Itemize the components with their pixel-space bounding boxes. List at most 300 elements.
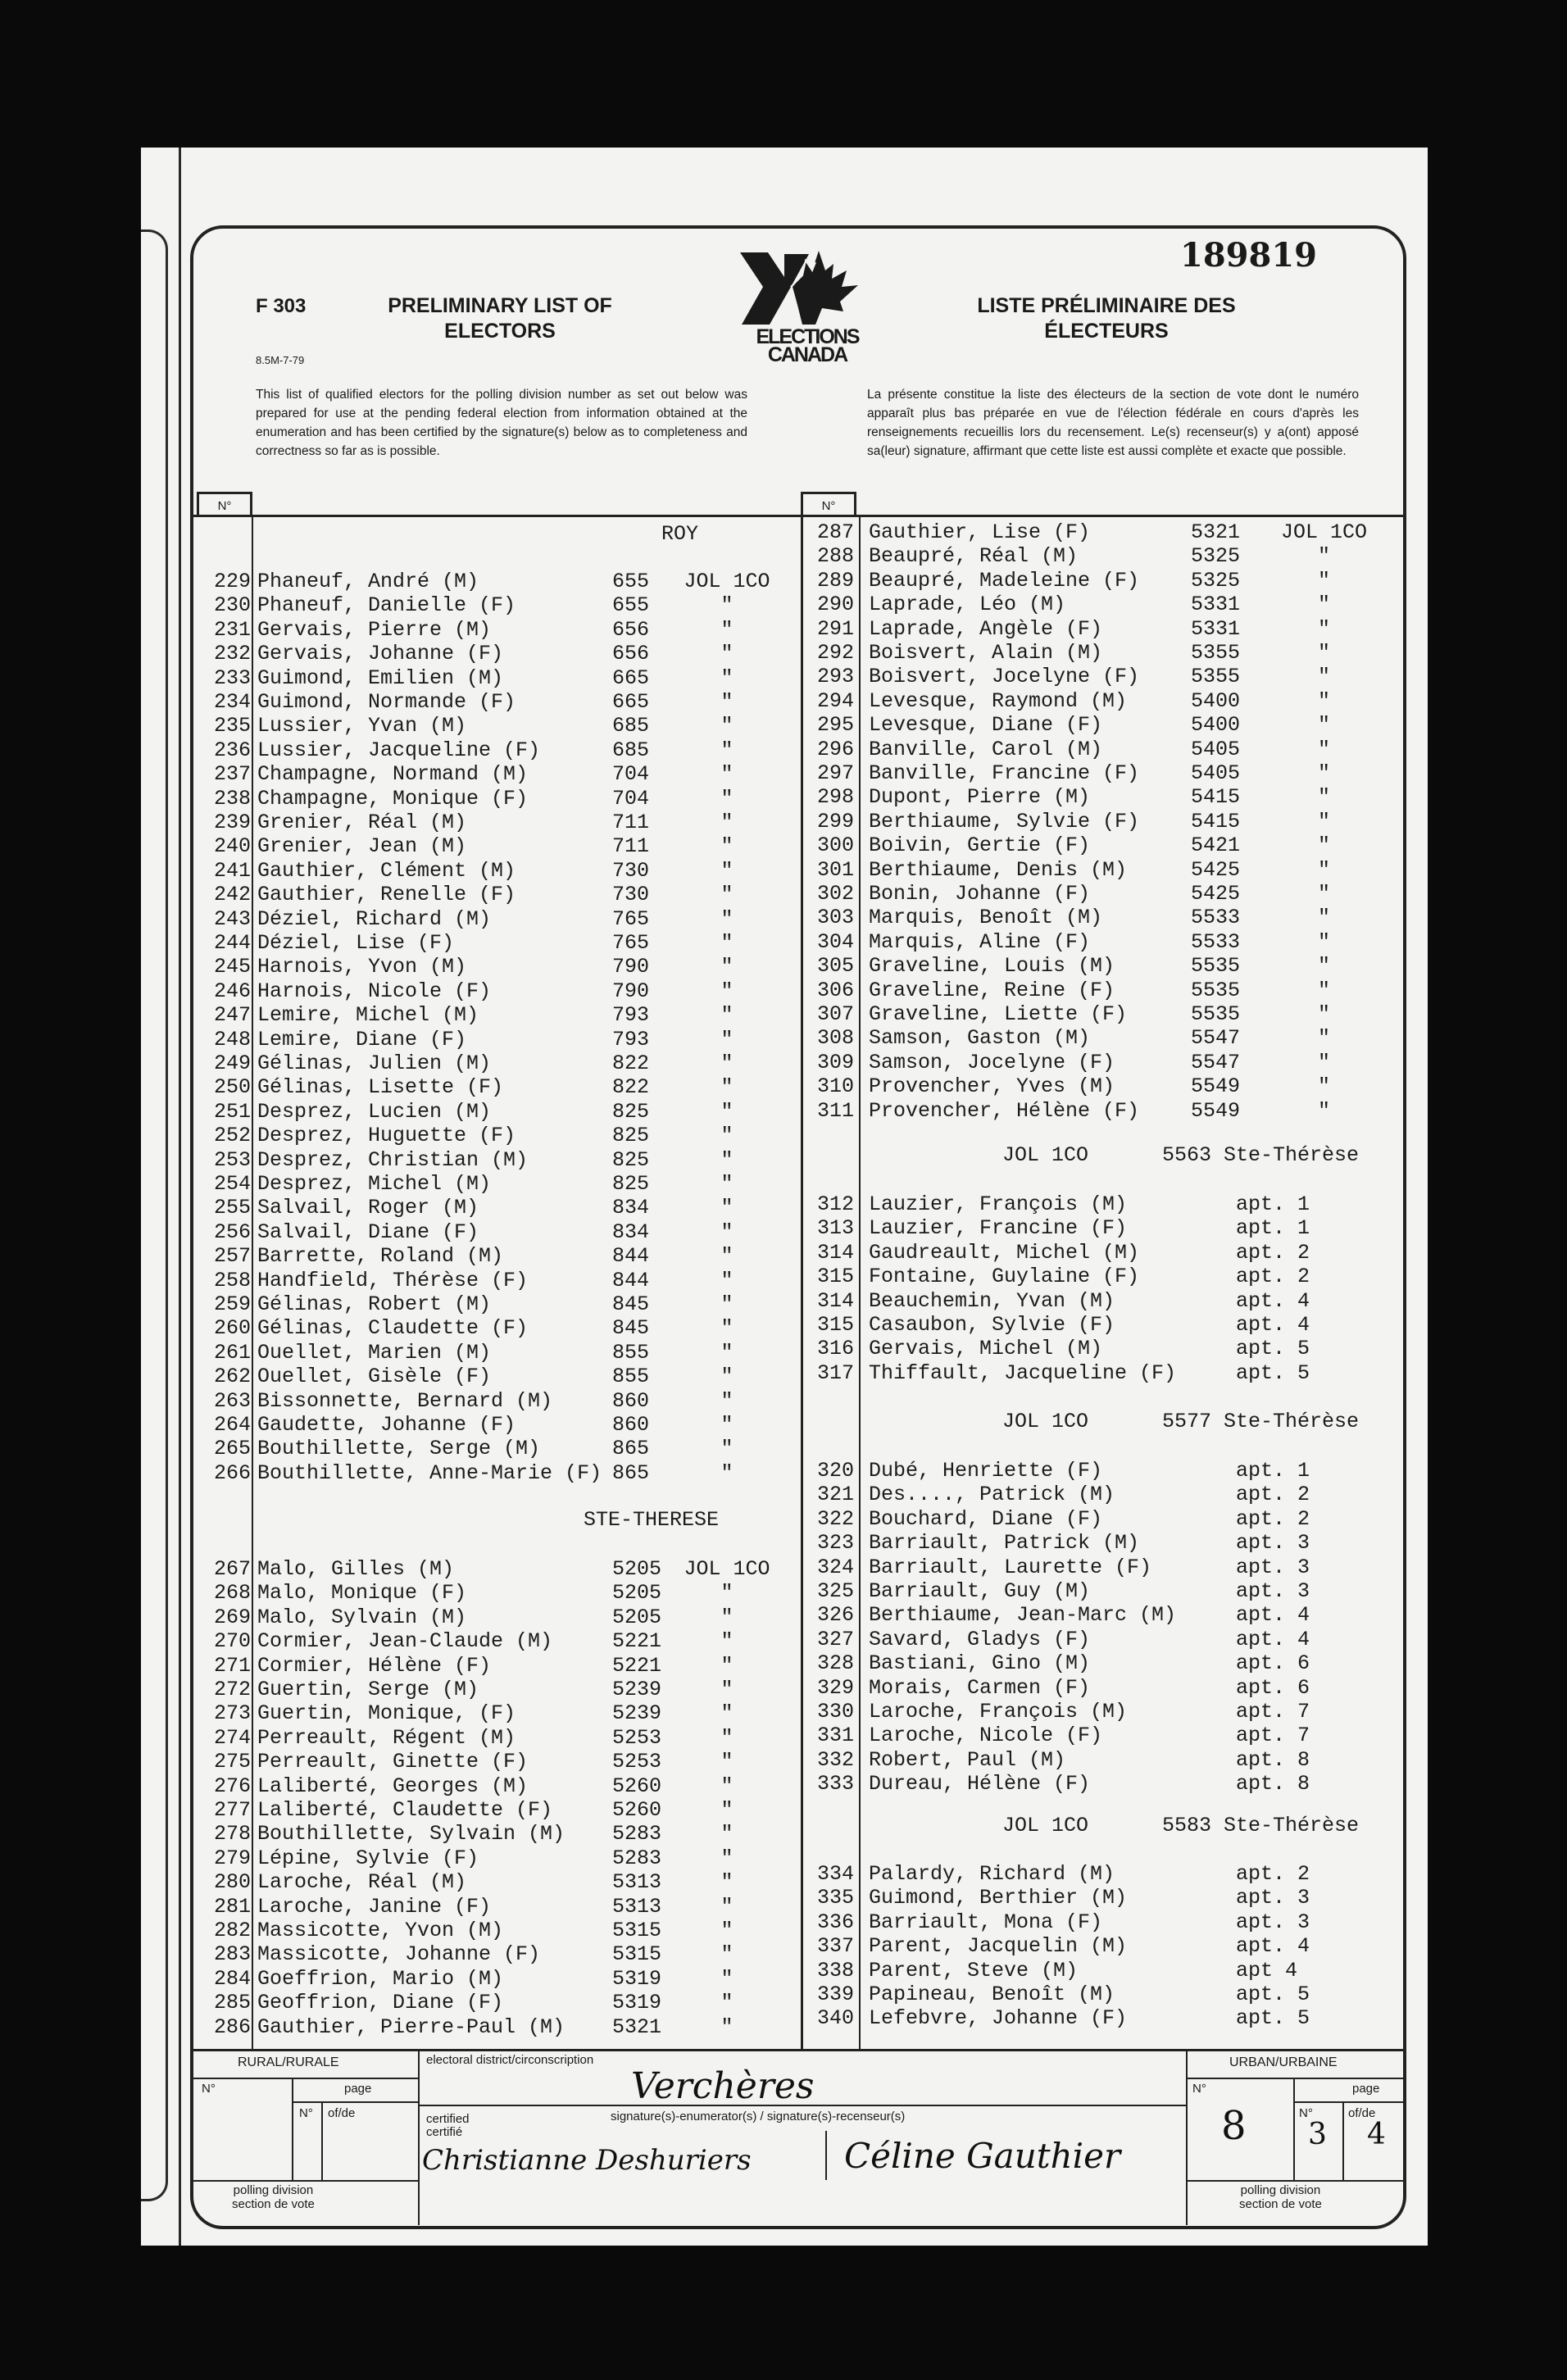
list-item xyxy=(802,617,1404,642)
list-item xyxy=(802,906,1404,930)
address-street: Ste-Thérèse xyxy=(1224,1814,1360,1837)
elector-name: Cormier, Jean-Claude (M) xyxy=(257,1629,553,1654)
list-item xyxy=(802,738,1404,762)
postal-code: " xyxy=(720,1099,734,1124)
list-item xyxy=(802,593,1404,617)
postal-code: " xyxy=(720,1966,734,1991)
entry-number: 292 xyxy=(816,641,854,665)
postal-code: " xyxy=(720,762,734,787)
elector-name: Grenier, Jean (M) xyxy=(257,834,467,859)
list-item xyxy=(802,641,1404,665)
postal-code: " xyxy=(720,1701,734,1726)
apartment: apt. 4 xyxy=(1236,1627,1310,1651)
list-item xyxy=(198,1244,801,1269)
list-item xyxy=(198,1606,801,1630)
postal-code: JOL 1CO xyxy=(1280,520,1368,544)
house-number: 793 xyxy=(611,1003,649,1028)
house-number: 855 xyxy=(611,1365,649,1389)
elector-name: Lauzier, Francine (F) xyxy=(869,1216,1128,1241)
postal-code: " xyxy=(1317,688,1330,713)
house-number: 704 xyxy=(611,762,649,787)
postal-code: " xyxy=(1317,833,1330,858)
house-number: 5205 xyxy=(611,1557,661,1581)
elector-name: Samson, Gaston (M) xyxy=(869,1026,1091,1051)
title-french-line1: LISTE PRÉLIMINAIRE DES xyxy=(977,294,1236,317)
rural-rule-1 xyxy=(193,2078,419,2079)
house-number: 834 xyxy=(611,1196,649,1220)
postal-code: " xyxy=(720,931,734,955)
entry-number: 296 xyxy=(816,737,854,761)
list-item xyxy=(802,1099,1404,1124)
elector-name: Geoffrion, Diane (F) xyxy=(257,1991,504,2015)
postal-code: " xyxy=(720,1413,734,1437)
elector-name: Champagne, Monique (F) xyxy=(257,786,529,811)
apartment: apt. 2 xyxy=(1236,1506,1310,1531)
elector-name: Malo, Gilles (M) xyxy=(257,1557,455,1581)
elector-name: Desprez, Lucien (M) xyxy=(257,1099,492,1124)
postal-code: " xyxy=(1317,1002,1330,1026)
entry-number: 275 xyxy=(213,1750,251,1774)
entry-number: 338 xyxy=(816,1958,854,1983)
list-item xyxy=(198,2015,801,2040)
postal-code: " xyxy=(720,1003,734,1028)
entry-number: 306 xyxy=(816,978,854,1002)
house-number: 5283 xyxy=(611,1846,661,1870)
elector-name: Marquis, Benoît (M) xyxy=(869,906,1103,930)
logo-text: ELECTIONS CANADA xyxy=(756,325,859,366)
address-postal-code: JOL 1CO xyxy=(1002,1143,1089,1167)
entry-number: 293 xyxy=(816,665,854,689)
elector-name: Ouellet, Marien (M) xyxy=(257,1340,492,1365)
rural-polling-division-label: polling division section de vote xyxy=(232,2183,315,2211)
entry-number: 249 xyxy=(213,1051,251,1075)
rural-page-no-label: N° xyxy=(299,2106,313,2120)
table-bottom-rule xyxy=(193,2049,1405,2051)
house-number: 5319 xyxy=(611,1966,661,1991)
entry-number: 316 xyxy=(816,1337,854,1361)
title-english-line1: PRELIMINARY LIST OF xyxy=(388,294,612,317)
postal-code: " xyxy=(1317,954,1330,979)
house-number: 685 xyxy=(611,738,649,762)
elector-name: Déziel, Lise (F) xyxy=(257,931,455,955)
elector-name: Desprez, Huguette (F) xyxy=(257,1124,516,1148)
entry-number: 314 xyxy=(816,1240,854,1265)
elector-name: Papineau, Benoît (M) xyxy=(869,1983,1115,2006)
address-street: Ste-Thérèse xyxy=(1224,1410,1360,1433)
apartment: apt. 3 xyxy=(1236,1531,1310,1556)
list-item xyxy=(198,1413,801,1438)
postal-code: " xyxy=(720,1605,734,1629)
house-number: 730 xyxy=(611,883,649,907)
entry-number: 321 xyxy=(816,1483,854,1507)
elector-name: Gauthier, Clément (M) xyxy=(257,858,516,883)
postal-code: " xyxy=(720,1075,734,1100)
postal-code: " xyxy=(1317,568,1330,593)
entry-number: 259 xyxy=(213,1292,251,1316)
elector-name: Cormier, Hélène (F) xyxy=(257,1653,492,1678)
elector-name: Boisvert, Jocelyne (F) xyxy=(869,665,1140,689)
elector-name: Laprade, Léo (M) xyxy=(869,593,1066,617)
elector-name: Morais, Carmen (F) xyxy=(869,1675,1091,1700)
list-item xyxy=(802,1603,1404,1628)
elector-name: Barriault, Guy (M) xyxy=(869,1579,1091,1603)
elector-name: Déziel, Richard (M) xyxy=(257,906,492,931)
list-item xyxy=(802,761,1404,786)
elector-name: Laroche, Nicole (F) xyxy=(869,1724,1103,1748)
no-header-left: N° xyxy=(197,492,252,516)
postal-code: " xyxy=(1317,761,1330,785)
urban-polling-division-no: 8 xyxy=(1221,2103,1247,2149)
entry-number: 305 xyxy=(816,954,854,979)
entry-number: 272 xyxy=(213,1678,251,1701)
elector-name: Bonin, Johanne (F) xyxy=(869,882,1091,906)
rural-page-rule xyxy=(292,2101,419,2103)
list-item xyxy=(802,979,1404,1003)
certified-label: certified certifié xyxy=(426,2112,470,2139)
list-item xyxy=(198,1654,801,1678)
elections-canada-logo xyxy=(734,246,881,365)
entry-number: 328 xyxy=(816,1651,854,1676)
entry-number: 276 xyxy=(213,1774,251,1798)
postal-code: " xyxy=(720,1942,734,1967)
house-number: 5533 xyxy=(1190,906,1240,930)
elector-name: Harnois, Yvon (M) xyxy=(257,955,467,979)
entry-number: 269 xyxy=(213,1605,251,1629)
list-item xyxy=(802,689,1404,714)
list-item xyxy=(802,1983,1404,2007)
list-item xyxy=(198,955,801,979)
urban-page-of: 4 xyxy=(1367,2118,1386,2151)
house-number: 5421 xyxy=(1190,833,1240,858)
list-item xyxy=(802,1507,1404,1532)
elector-name: Graveline, Liette (F) xyxy=(869,1002,1128,1026)
list-item xyxy=(198,907,801,932)
postal-code: " xyxy=(720,1798,734,1822)
house-number: 5283 xyxy=(611,1822,661,1846)
list-item xyxy=(802,1051,1404,1075)
list-item xyxy=(198,738,801,763)
elector-name: Dureau, Hélène (F) xyxy=(869,1772,1091,1796)
list-item xyxy=(802,954,1404,979)
elector-name: Graveline, Louis (M) xyxy=(869,954,1115,979)
entry-number: 256 xyxy=(213,1220,251,1244)
postal-code: " xyxy=(720,1196,734,1220)
entry-number: 232 xyxy=(213,642,251,666)
elector-name: Gervais, Johanne (F) xyxy=(257,642,504,666)
postal-code: " xyxy=(1317,1098,1330,1123)
elector-name: Beaupré, Réal (M) xyxy=(869,544,1079,569)
list-item xyxy=(198,1461,801,1486)
urban-page-label: page xyxy=(1352,2082,1380,2096)
list-item xyxy=(802,1724,1404,1748)
list-item xyxy=(198,1798,801,1823)
house-number: 834 xyxy=(611,1220,649,1244)
postal-code: " xyxy=(720,1725,734,1750)
house-number: 5325 xyxy=(1190,544,1240,569)
address-postal-code: JOL 1CO xyxy=(1002,1814,1089,1837)
entry-number: 285 xyxy=(213,1991,251,2015)
elector-name: Malo, Monique (F) xyxy=(257,1581,467,1606)
entry-number: 315 xyxy=(816,1313,854,1337)
entry-number: 329 xyxy=(816,1675,854,1700)
house-number: 5355 xyxy=(1190,641,1240,665)
house-number: 790 xyxy=(611,979,649,1003)
entry-number: 268 xyxy=(213,1581,251,1606)
address-house-number: 5577 xyxy=(1162,1410,1212,1433)
entry-number: 242 xyxy=(213,883,251,907)
entry-number: 332 xyxy=(816,1747,854,1772)
list-item xyxy=(802,858,1404,883)
list-item xyxy=(802,833,1404,858)
entry-number: 241 xyxy=(213,858,251,883)
entry-number: 274 xyxy=(213,1725,251,1750)
house-number: 665 xyxy=(611,690,649,714)
elector-name: Malo, Sylvain (M) xyxy=(257,1605,467,1629)
postal-code: " xyxy=(720,834,734,859)
postal-code: JOL 1CO xyxy=(684,1557,770,1581)
postal-code: " xyxy=(720,1292,734,1316)
list-item xyxy=(802,810,1404,834)
elector-name: Guimond, Berthier (M) xyxy=(869,1886,1128,1910)
adjacent-page-edge xyxy=(141,148,186,2246)
elector-name: Levesque, Raymond (M) xyxy=(869,688,1128,713)
house-number: 5405 xyxy=(1190,737,1240,761)
postal-code: " xyxy=(1317,1026,1330,1051)
house-number: 5415 xyxy=(1190,785,1240,810)
postal-code: " xyxy=(720,979,734,1003)
elector-name: Levesque, Diane (F) xyxy=(869,713,1103,738)
house-number: 844 xyxy=(611,1268,649,1292)
elector-name: Salvail, Roger (M) xyxy=(257,1196,479,1220)
entry-number: 312 xyxy=(816,1192,854,1216)
list-item xyxy=(802,785,1404,810)
entry-number: 331 xyxy=(816,1724,854,1748)
house-number: 855 xyxy=(611,1340,649,1365)
elector-name: Lefebvre, Johanne (F) xyxy=(869,2006,1128,2031)
house-number: 704 xyxy=(611,786,649,811)
apartment: apt. 5 xyxy=(1236,2006,1310,2031)
entry-number: 298 xyxy=(816,785,854,810)
elector-name: Laroche, Janine (F) xyxy=(257,1894,492,1919)
postal-code: " xyxy=(720,1437,734,1461)
postal-code: " xyxy=(1317,713,1330,738)
elector-name: Barriault, Mona (F) xyxy=(869,1910,1103,1934)
list-item xyxy=(198,1028,801,1052)
postal-code: " xyxy=(1317,665,1330,689)
house-number: 860 xyxy=(611,1413,649,1437)
rural-page-of-label: of/de xyxy=(328,2106,356,2120)
apartment: apt. 3 xyxy=(1236,1910,1310,1934)
house-number: 655 xyxy=(611,570,649,593)
list-item xyxy=(198,1051,801,1076)
house-number: 5253 xyxy=(611,1725,661,1750)
elector-name: Gauthier, Lise (F) xyxy=(869,520,1091,544)
postal-code: " xyxy=(1317,616,1330,641)
apartment: apt. 7 xyxy=(1236,1700,1310,1724)
apartment: apt. 6 xyxy=(1236,1651,1310,1676)
entry-number: 323 xyxy=(816,1531,854,1556)
electoral-district-label: electoral district/circonscription xyxy=(426,2053,594,2067)
postal-code: " xyxy=(720,665,734,690)
house-number: 5425 xyxy=(1190,857,1240,882)
house-number: 711 xyxy=(611,811,649,834)
list-item xyxy=(802,1959,1404,1983)
postal-code: " xyxy=(720,1027,734,1051)
postal-code: " xyxy=(1317,809,1330,833)
list-item xyxy=(802,1556,1404,1580)
postal-code: " xyxy=(720,1051,734,1075)
house-number: 844 xyxy=(611,1244,649,1269)
list-item xyxy=(802,1651,1404,1676)
elector-name: Perreault, Ginette (F) xyxy=(257,1750,529,1774)
postal-code: " xyxy=(720,1870,734,1895)
list-item xyxy=(198,1437,801,1461)
elector-name: Gervais, Michel (M) xyxy=(869,1337,1103,1361)
signature-label: signature(s)-enumerator(s) / signature(s)-recenseur(s) xyxy=(611,2110,906,2123)
house-number: 793 xyxy=(611,1027,649,1051)
enumerator-signature-2: Céline Gauthier xyxy=(844,2136,1121,2176)
list-item xyxy=(802,1289,1404,1314)
elector-name: Barriault, Laurette (F) xyxy=(869,1555,1152,1579)
list-item xyxy=(198,714,801,738)
house-number: 655 xyxy=(611,593,649,618)
postal-code: " xyxy=(720,1365,734,1389)
apartment: apt. 4 xyxy=(1236,1934,1310,1959)
house-number: 5221 xyxy=(611,1653,661,1678)
list-item xyxy=(802,1628,1404,1652)
elector-name: Berthiaume, Jean-Marc (M) xyxy=(869,1603,1177,1628)
signature-divider xyxy=(825,2131,827,2180)
entry-number: 340 xyxy=(816,2006,854,2031)
list-item xyxy=(198,787,801,811)
entry-number: 250 xyxy=(213,1075,251,1100)
elector-name: Lemire, Michel (M) xyxy=(257,1003,479,1028)
list-item xyxy=(198,690,801,715)
elector-name: Champagne, Normand (M) xyxy=(257,762,529,787)
elector-name: Gélinas, Lisette (F) xyxy=(257,1075,504,1100)
postal-code: " xyxy=(720,593,734,618)
house-number: 5315 xyxy=(611,1919,661,1942)
house-number: 5239 xyxy=(611,1701,661,1726)
intro-text-english: This list of qualified electors for the polling division number as set out below was prepared for use at the pending federal election from information obtained at the enumeration and has been certified by the signature(s) below as to completeness and correctness so far as is possible. xyxy=(256,388,747,458)
list-item xyxy=(198,1220,801,1245)
entry-number: 271 xyxy=(213,1653,251,1678)
apartment: apt. 1 xyxy=(1236,1459,1310,1483)
house-number: 865 xyxy=(611,1460,649,1485)
footer-divider-urban xyxy=(1186,2049,1188,2225)
entry-number: 239 xyxy=(213,811,251,834)
elector-name: Gervais, Pierre (M) xyxy=(257,617,492,642)
entry-number: 237 xyxy=(213,762,251,787)
postal-code: " xyxy=(720,811,734,834)
entry-number: 261 xyxy=(213,1340,251,1365)
entry-number: 303 xyxy=(816,906,854,930)
elector-name: Bouthillette, Anne-Marie (F) xyxy=(257,1460,602,1485)
elector-name: Lauzier, François (M) xyxy=(869,1192,1128,1216)
postal-code: " xyxy=(1317,978,1330,1002)
elector-name: Gaudreault, Michel (M) xyxy=(869,1240,1140,1265)
apartment: apt. 7 xyxy=(1236,1724,1310,1748)
entry-number: 320 xyxy=(816,1459,854,1483)
apartment: apt. 8 xyxy=(1236,1747,1310,1772)
enumerator-signature-1: Christianne Deshuriers xyxy=(422,2144,752,2177)
entry-number: 263 xyxy=(213,1388,251,1413)
entry-number: 311 xyxy=(816,1098,854,1123)
list-item xyxy=(198,1774,801,1799)
entry-number: 304 xyxy=(816,929,854,954)
entry-number: 333 xyxy=(816,1772,854,1796)
address-house-number: 5583 xyxy=(1162,1814,1212,1837)
house-number: 5253 xyxy=(611,1750,661,1774)
house-number: 5313 xyxy=(611,1894,661,1919)
elector-name: Gaudette, Johanne (F) xyxy=(257,1413,516,1437)
postal-code: " xyxy=(720,1340,734,1365)
house-number: 5239 xyxy=(611,1678,661,1701)
elector-name: Gélinas, Robert (M) xyxy=(257,1292,492,1316)
list-item xyxy=(802,1313,1404,1338)
entry-number: 234 xyxy=(213,690,251,714)
house-number: 5400 xyxy=(1190,688,1240,713)
postal-code: " xyxy=(720,1750,734,1774)
list-item xyxy=(802,544,1404,569)
list-item xyxy=(802,1459,1404,1483)
entry-number: 255 xyxy=(213,1196,251,1220)
entry-number: 322 xyxy=(816,1506,854,1531)
apartment: apt 4 xyxy=(1236,1958,1298,1983)
elector-name: Grenier, Réal (M) xyxy=(257,811,467,834)
apartment: apt. 3 xyxy=(1236,1886,1310,1910)
elector-name: Bastiani, Gino (M) xyxy=(869,1651,1091,1676)
entry-number: 300 xyxy=(816,833,854,858)
entry-number: 233 xyxy=(213,665,251,690)
list-item xyxy=(198,1100,801,1124)
entry-number: 264 xyxy=(213,1413,251,1437)
postal-code: " xyxy=(720,1919,734,1942)
list-item xyxy=(802,1074,1404,1099)
entry-number: 337 xyxy=(816,1934,854,1959)
street-name: STE-THERESE xyxy=(584,1508,720,1532)
list-item xyxy=(198,618,801,643)
elector-name: Desprez, Christian (M) xyxy=(257,1147,529,1172)
entry-number: 260 xyxy=(213,1316,251,1341)
apartment: apt. 5 xyxy=(1236,1983,1310,2006)
elector-name: Gauthier, Renelle (F) xyxy=(257,883,516,907)
entry-number: 254 xyxy=(213,1172,251,1196)
house-number: 765 xyxy=(611,931,649,955)
list-item xyxy=(802,1192,1404,1217)
elector-name: Massicotte, Yvon (M) xyxy=(257,1919,504,1942)
elector-name: Beaupré, Madeleine (F) xyxy=(869,568,1140,593)
urban-cell-divider-2 xyxy=(1342,2101,1344,2180)
elector-name: Laroche, Réal (M) xyxy=(257,1870,467,1895)
list-item xyxy=(802,520,1404,545)
elector-name: Laprade, Angèle (F) xyxy=(869,616,1103,641)
apartment: apt. 3 xyxy=(1236,1579,1310,1603)
form-number: F 303 xyxy=(256,295,307,317)
house-number: 5331 xyxy=(1190,616,1240,641)
entry-number: 257 xyxy=(213,1244,251,1269)
entry-number: 283 xyxy=(213,1942,251,1967)
elector-name: Bouchard, Diane (F) xyxy=(869,1506,1103,1531)
postal-code: " xyxy=(1317,857,1330,882)
house-number: 845 xyxy=(611,1316,649,1341)
elector-name: Goeffrion, Mario (M) xyxy=(257,1966,504,1991)
entry-number: 230 xyxy=(213,593,251,618)
entry-number: 309 xyxy=(816,1050,854,1074)
house-number: 685 xyxy=(611,714,649,738)
list-item xyxy=(198,1341,801,1365)
list-item xyxy=(198,1316,801,1341)
